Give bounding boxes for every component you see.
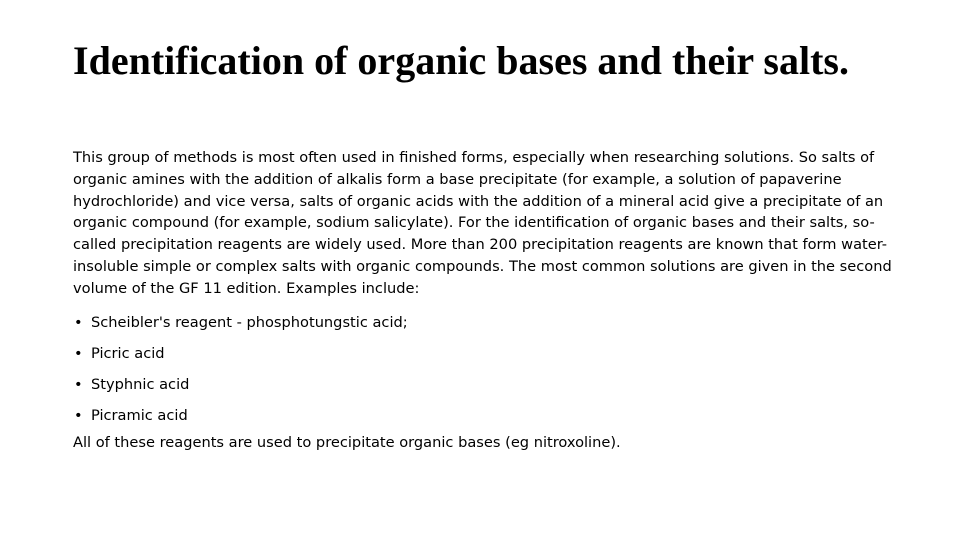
reagent-list-item [73, 338, 893, 369]
reagent-list-item [73, 400, 893, 431]
reagent-name: Picric acid [91, 344, 165, 362]
reagent-name: Scheibler's reagent - phosphotungstic acid; [91, 313, 408, 331]
intro-paragraph: This group of methods is most often used in finished forms, especially when researching solutions. So salts of organic amines with the addition of alkalis form a base precipitate (for example, a solution of papaverine hydrochloride) and vice versa, salts of organic acids with the addition of a mineral acid give a precipitate of an organic compound (for example, sodium salicylate). For the identification of organic bases and their salts, so-called precipitation reagents are widely used. More than 200 precipitation reagents are known that form water-insoluble simple or complex salts with organic compounds. The most common solutions are given in the second volume of the GF 11 edition. Examples include: [73, 149, 892, 297]
reagent-list-item [73, 307, 893, 338]
slide-title: Identification of organic bases and their salts. [73, 38, 849, 83]
bullet-icon: • [74, 407, 83, 425]
reagent-name: Picramic acid [91, 407, 188, 425]
bullet-icon: • [74, 313, 83, 331]
closing-paragraph: All of these reagents are used to precipitate organic bases (eg nitroxoline). [73, 433, 621, 451]
reagent-list-item [73, 369, 893, 400]
bullet-icon: • [74, 376, 83, 394]
bullet-icon: • [74, 344, 83, 362]
slide-body [73, 147, 893, 454]
reagent-list [73, 307, 893, 432]
reagent-name: Styphnic acid [91, 376, 190, 394]
